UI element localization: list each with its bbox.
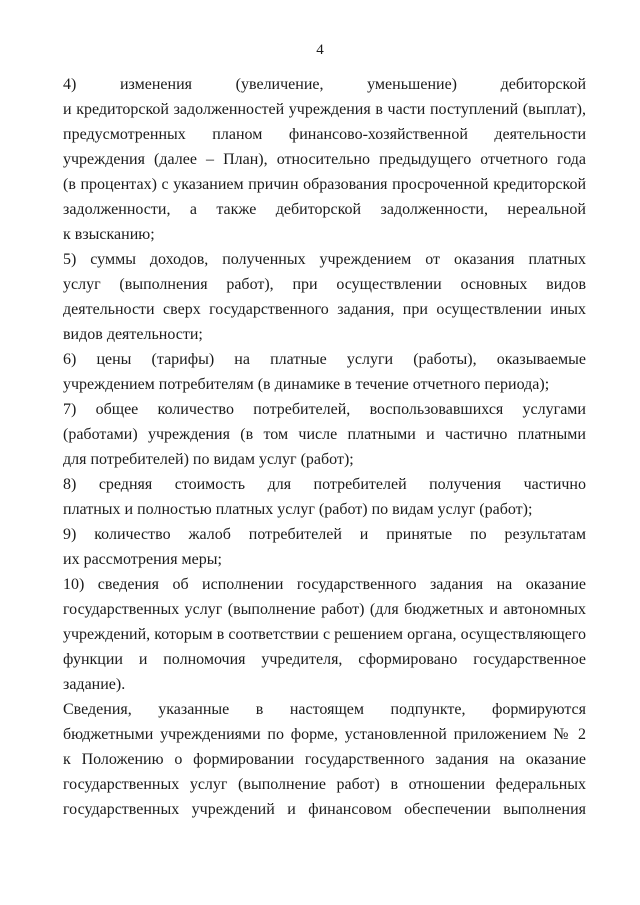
text-line: 4) изменения (увеличение, уменьшение) дебиторской bbox=[63, 76, 586, 93]
paragraph-item-5 bbox=[63, 247, 586, 347]
text-line: задание). bbox=[63, 676, 126, 693]
text-line: функции и полномочия учредителя, сформировано государственное bbox=[63, 651, 586, 668]
text-line: Сведения, указанные в настоящем подпункте, формируются bbox=[63, 701, 586, 718]
text-line: задолженности, а также дебиторской задолженности, нереальной bbox=[63, 201, 586, 218]
text-line: видов деятельности; bbox=[63, 326, 203, 343]
text-line: (в процентах) с указанием причин образования просроченной кредиторской bbox=[63, 176, 586, 193]
text-line: учреждений, которым в соответствии с решением органа, осуществляющего bbox=[63, 626, 586, 643]
text-line: учреждения (далее – План), относительно предыдущего отчетного года bbox=[63, 151, 586, 168]
text-line: 6) цены (тарифы) на платные услуги (работы), оказываемые bbox=[63, 351, 586, 368]
paragraph-item-7 bbox=[63, 397, 586, 472]
text-line: 8) средняя стоимость для потребителей получения частично bbox=[63, 476, 586, 493]
page-number: 4 bbox=[316, 42, 324, 58]
text-line: учреждением потребителям (в динамике в течение отчетного периода); bbox=[63, 376, 550, 393]
text-line: к взысканию; bbox=[63, 226, 155, 243]
text-line: государственных учреждений и финансовом обеспечении выполнения bbox=[63, 801, 586, 818]
text-line: для потребителей) по видам услуг (работ); bbox=[63, 451, 354, 468]
text-line: государственных услуг (выполнение работ) (для бюджетных и автономных bbox=[63, 601, 586, 618]
text-line: 7) общее количество потребителей, воспользовавшихся услугами bbox=[63, 401, 586, 418]
paragraph-item-10 bbox=[63, 572, 586, 697]
text-line: платных и полностью платных услуг (работ) по видам услуг (работ); bbox=[63, 501, 533, 518]
text-line: 5) суммы доходов, полученных учреждением от оказания платных bbox=[63, 251, 586, 268]
text-line: государственных услуг (выполнение работ) в отношении федеральных bbox=[63, 776, 586, 793]
document-body bbox=[63, 72, 586, 822]
text-line: услуг (выполнения работ), при осуществлении основных видов bbox=[63, 276, 586, 293]
text-line: их рассмотрения меры; bbox=[63, 551, 222, 568]
text-line: и кредиторской задолженностей учреждения в части поступлений (выплат), bbox=[63, 101, 586, 118]
paragraph-details bbox=[63, 697, 586, 822]
paragraph-item-4 bbox=[63, 72, 586, 247]
text-line: предусмотренных планом финансово-хозяйственной деятельности bbox=[63, 126, 586, 143]
text-line: 10) сведения об исполнении государственного задания на оказание bbox=[63, 576, 586, 593]
text-line: деятельности сверх государственного задания, при осуществлении иных bbox=[63, 301, 586, 318]
text-line: 9) количество жалоб потребителей и принятые по результатам bbox=[63, 526, 586, 543]
paragraph-item-9 bbox=[63, 522, 586, 572]
text-line: к Положению о формировании государственного задания на оказание bbox=[63, 751, 586, 768]
text-line: (работами) учреждения (в том числе платными и частично платными bbox=[63, 426, 586, 443]
text-line: бюджетными учреждениями по форме, установленной приложением № 2 bbox=[63, 726, 586, 743]
paragraph-item-6 bbox=[63, 347, 586, 397]
paragraph-item-8 bbox=[63, 472, 586, 522]
